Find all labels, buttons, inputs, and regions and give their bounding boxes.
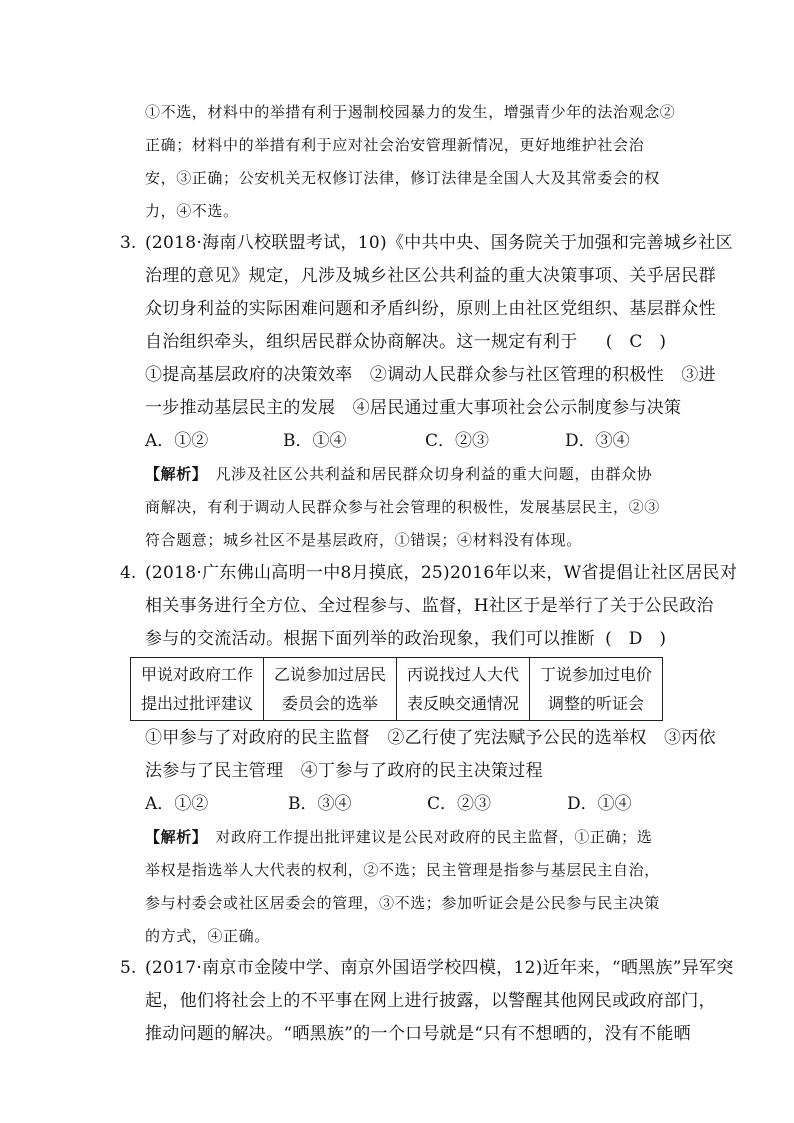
table-row <box>131 658 663 721</box>
q3-statement-line: ①提高基层政府的决策效率 ②调动人民群众参与社区管理的积极性 ③进 <box>145 365 716 385</box>
q5-stem-line: 起，他们将社会上的不平事在网上进行披露，以警醒其他网民或政府部门， <box>145 991 716 1011</box>
q3-analysis-line <box>145 462 685 486</box>
q3-analysis-line: 符合题意；城乡社区不是基层政府，①错误；④材料没有体现。 <box>145 531 582 549</box>
analysis-tag: 【解析】 <box>145 465 200 483</box>
q5-stem-line: 推动问题的解决。“晒黑族”的一个口号就是“只有不想晒的，没有不能晒 <box>145 1024 691 1044</box>
q3-stem-line: 治理的意见》规定，凡涉及城乡社区公共利益的重大决策事项、关乎居民群 <box>145 266 716 286</box>
analysis-line: 力，④不选。 <box>145 202 239 220</box>
table-cell-yi: 乙说参加过居民 委员会的选举 <box>264 658 397 721</box>
q4-stem-line: 相关事务进行全方位、全过程参与、监督，H社区于是举行了关于公民政治 <box>145 596 714 616</box>
q3-stem-line: 自治组织牵头，组织居民群众协商解决。这一规定有利于 <box>145 332 578 352</box>
analysis-line: 安，③正确；公安机关无权修订法律，修订法律是全国人大及其常委会的权 <box>145 169 660 187</box>
question-number-5: 5. <box>120 958 137 978</box>
q3-option-d: D．③④ <box>565 431 630 451</box>
q3-statement-line: 一步推动基层民主的发展 ④居民通过重大事项社会公示制度参与决策 <box>145 398 682 418</box>
q4-stem-line: (2018·广东佛山高明一中8月摸底，25)2016年以来，W省提倡让社区居民对 <box>145 563 738 583</box>
politics-table <box>130 657 663 721</box>
q3-analysis-line: 商解决，有利于调动人民群众参与社会管理的积极性，发展基层民主，②③ <box>145 498 660 516</box>
table-cell-ding: 丁说参加过电价 调整的听证会 <box>530 658 663 721</box>
q4-option-a: A．①② <box>145 794 209 814</box>
q4-analysis-text: 对政府工作提出批评建议是公民对政府的民主监督，①正确；选 <box>215 828 653 846</box>
question-number-3: 3. <box>120 233 137 253</box>
q4-analysis-line <box>145 825 685 849</box>
q3-option-a: A．①② <box>145 431 209 451</box>
analysis-line: ①不选，材料中的举措有利于遏制校园暴力的发生，增强青少年的法治观念② <box>145 103 676 121</box>
q4-analysis-line: 举权是指选举人大代表的权利，②不选；民主管理是指参与基层民主自治， <box>145 861 660 879</box>
q4-analysis-line: 的方式，④正确。 <box>145 927 270 945</box>
q4-option-d: D．①④ <box>567 794 632 814</box>
q4-stem-line: 参与的交流活动。根据下面列举的政治现象，我们可以推断 <box>145 629 595 649</box>
table-cell-jia: 甲说对政府工作 提出过批评建议 <box>131 658 264 721</box>
q4-option-c: C．②③ <box>427 794 492 814</box>
q3-option-c: C．②③ <box>425 431 490 451</box>
q4-option-b: B．③④ <box>288 794 352 814</box>
q3-analysis-text: 凡涉及社区公共利益和居民群众切身利益的重大问题，由群众协 <box>215 465 653 483</box>
q4-statement-line: 法参与了民主管理 ④丁参与了政府的民主决策过程 <box>145 761 543 781</box>
q3-stem-line: 众切身利益的实际困难问题和矛盾纠纷，原则上由社区党组织、基层群众性 <box>145 299 716 319</box>
question-number-4: 4. <box>120 563 137 583</box>
q3-answer: ( C ) <box>605 332 666 352</box>
q4-statement-line: ①甲参与了对政府的民主监督 ②乙行使了宪法赋予公民的选举权 ③丙依 <box>145 728 716 748</box>
q4-analysis-line: 参与村委会或社区居委会的管理，③不选；参加听证会是公民参与民主决策 <box>145 894 660 912</box>
q3-option-b: B．①④ <box>283 431 347 451</box>
q5-stem-line: (2017·南京市金陵中学、南京外国语学校四模，12)近年来，“晒黑族”异军突 <box>145 958 734 978</box>
q4-answer: ( D ) <box>605 629 666 649</box>
q3-stem-line: (2018·海南八校联盟考试，10)《中共中央、国务院关于加强和完善城乡社区 <box>145 233 733 253</box>
table-cell-bing: 丙说找过人大代 表反映交通情况 <box>397 658 530 721</box>
analysis-tag: 【解析】 <box>145 828 200 846</box>
analysis-line: 正确；材料中的举措有利于应对社会治安管理新情况，更好地维护社会治 <box>145 136 645 154</box>
